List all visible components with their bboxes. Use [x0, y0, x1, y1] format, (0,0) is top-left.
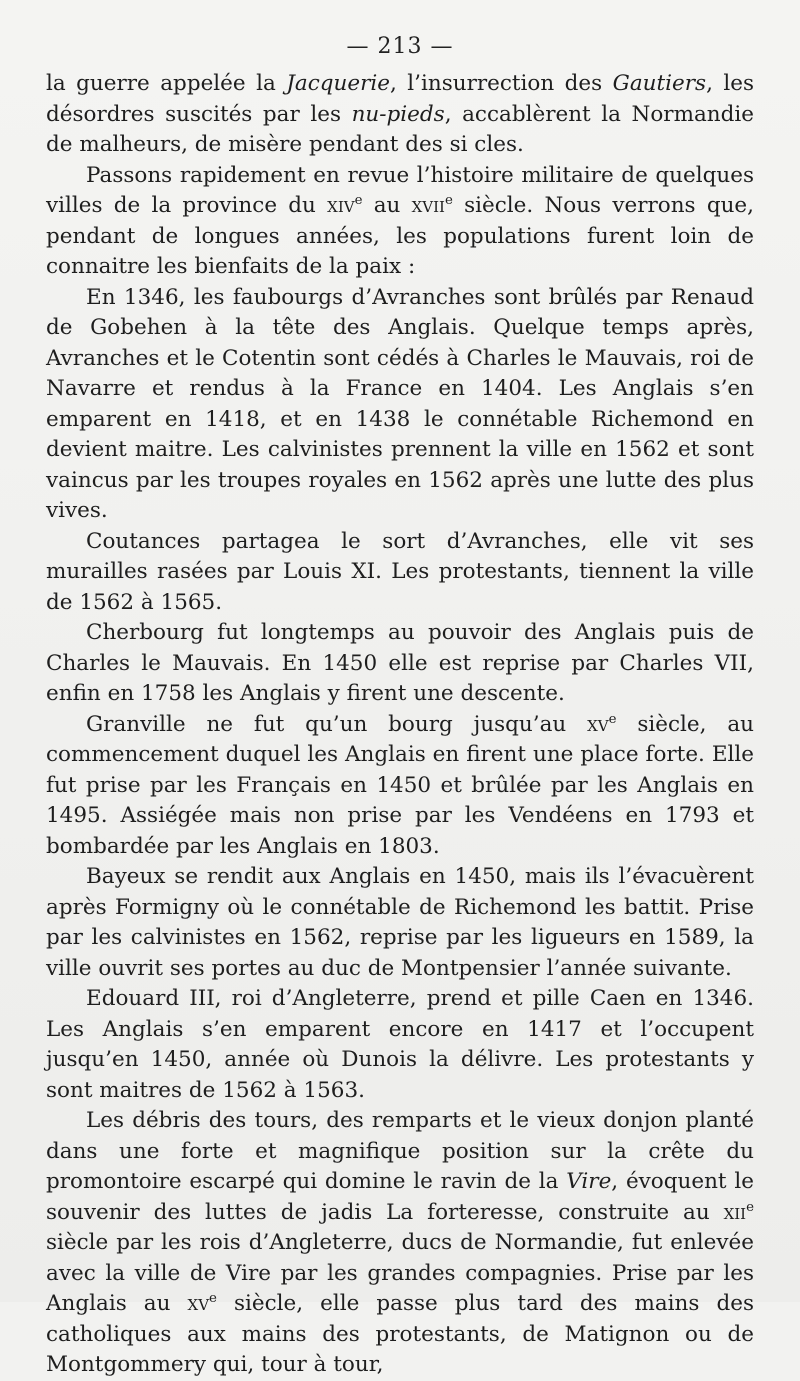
paragraph: Bayeux se rendit aux Anglais en 1450, mais ils l’évacuèrent après Formigny où le connétable de Richemond les battit. Prise par les calvinistes en 1562, reprise par les ligueurs en 1589, la ville ouvrit ses portes au duc de Montpensier l’année suivante. [46, 864, 754, 981]
paragraph: Passons rapidement en revue l’histoire militaire de quelques villes de la province du xiv$^e$ au xvii$^e$ siècle. Nous verrons que, pendant de longues années, les populations furent loin de connaitre les bienfaits de la paix : [46, 162, 754, 279]
paragraph: En 1346, les faubourgs d’Avranches sont brûlés par Renaud de Gobehen à la tête des Anglais. Quelque temps après, Avranches et le Cotentin sont cédés à Charles le Mauvais, roi de Navarre et rendus à la France en 1404. Les Anglais s’en emparent en 1418, et en 1438 le connétable Richemond en devient maitre. Les calvinistes prennent la ville en 1562 et sont vaincus par les troupes royales en 1562 après une lutte des plus vives. [46, 284, 754, 523]
body-text [46, 69, 754, 1381]
paragraph: Coutances partagea le sort d’Avranches, elle vit ses murailles rasées par Louis XI. Les protestants, tiennent la ville de 1562 à 1565. [46, 528, 754, 615]
paragraph: Cherbourg fut longtemps au pouvoir des Anglais puis de Charles le Mauvais. En 1450 elle est reprise par Charles VII, enfin en 1758 les Anglais y firent une descente. [46, 620, 754, 706]
page-number: — 213 — [346, 34, 454, 59]
paragraph: Les débris des tours, des remparts et le vieux donjon planté dans une forte et magnifique position sur la crête du promontoire escarpé qui domine le ravin de la Vire, évoquent le souvenir des luttes de jadis La forteresse, construite au xii$^e$ siècle par les rois d’Angleterre, ducs de Normandie, fut enlevée avec la ville de Vire par les grandes compagnies. Prise par les Anglais au $xv^e$ siècle, elle passe plus tard des mains des catholiques aux mains des protestants, de Matignon ou de Montgommery qui, tour à tour, [46, 1108, 755, 1377]
paragraph: Granville ne fut qu’un bourg jusqu’au $xv^e$ siècle, au commencement duquel les Anglais en firent une place forte. Elle fut prise par les Français en 1450 et brûlée par les Anglais en 1495. Assiégée mais non prise par les Vendéens en 1793 et bombardée par les Anglais en 1803. [46, 711, 754, 859]
paragraph: la guerre appelée la Jacquerie, l’insurrection des Gautiers, les désordres suscités par les nu-pieds, accablèrent la Normandie de malheurs, de misère pendant des si cles. [46, 71, 754, 157]
paragraph: Edouard III, roi d’Angleterre, prend et pille Caen en 1346. Les Anglais s’en emparent encore en 1417 et l’occupent jusqu’en 1450, année où Dunois la délivre. Les protestants y sont maitres de 1562 à 1563. [46, 986, 754, 1103]
